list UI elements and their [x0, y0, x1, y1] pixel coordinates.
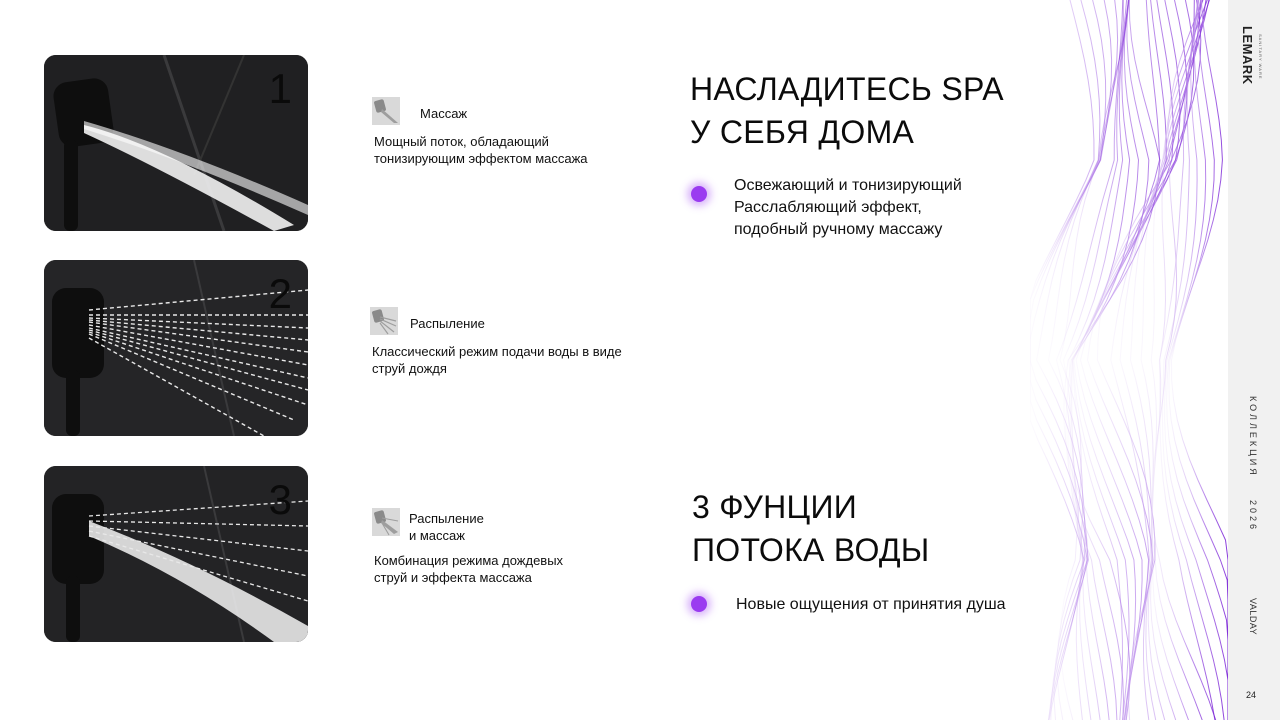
bullet-dot-spa: [691, 186, 707, 202]
mode-desc-rain: Классический режим подачи воды в виде струй дождя: [372, 344, 622, 376]
wave-line: [1069, 0, 1129, 720]
spa-benefits-text: Освежающий и тонизирующий Расслабляющий эффект, подобный ручному массажу: [734, 177, 962, 238]
massage-spray-icon: [372, 97, 400, 125]
mode-title-massage: Массаж: [420, 106, 468, 121]
wave-line: [1068, 0, 1139, 720]
wave-line: [1120, 0, 1201, 720]
collection-label: КОЛЛЕКЦИЯ: [1248, 396, 1258, 478]
collection-year: 2026: [1248, 500, 1258, 533]
heading-functions: 3 ФУНЦИИ ПОТОКА ВОДЫ: [692, 489, 930, 568]
shower-photo-3: [44, 466, 308, 642]
functions-benefit-text: Новые ощущения от принятия душа: [736, 596, 1006, 613]
series-name: VALDAY: [1248, 598, 1258, 636]
wave-line: [1152, 0, 1216, 720]
photo-number-3: 3: [268, 476, 292, 523]
rain-massage-spray-icon: [372, 508, 400, 536]
wave-line: [1097, 0, 1200, 720]
heading-spa: НАСЛАДИТЕСЬ SPA У СЕБЯ ДОМА: [690, 71, 1004, 150]
wave-line: [1165, 0, 1228, 720]
rain-spray-icon: [370, 307, 398, 335]
wave-line: [1030, 0, 1100, 720]
bullet-dot-functions: [691, 596, 707, 612]
brand-subtitle: SANITARY WARE: [1258, 34, 1263, 80]
mode-desc-rain-massage: Комбинация режима дождевых струй и эффекта массажа: [374, 553, 564, 585]
shower-photo-2: [44, 260, 308, 436]
mode-desc-massage: Мощный поток, обладающий тонизирующим эффектом массажа: [374, 134, 588, 166]
mode-title-rain-massage: Распыление и массаж: [409, 511, 484, 543]
brand-logo: LEMARK: [1240, 26, 1255, 85]
photo-number-2: 2: [268, 270, 292, 317]
mode-title-rain: Распыление: [410, 316, 485, 331]
photo-number-1: 1: [268, 65, 292, 112]
shower-photo-1: [44, 55, 308, 231]
decorative-waves: [1030, 0, 1230, 720]
page-number: 24: [1246, 690, 1257, 700]
